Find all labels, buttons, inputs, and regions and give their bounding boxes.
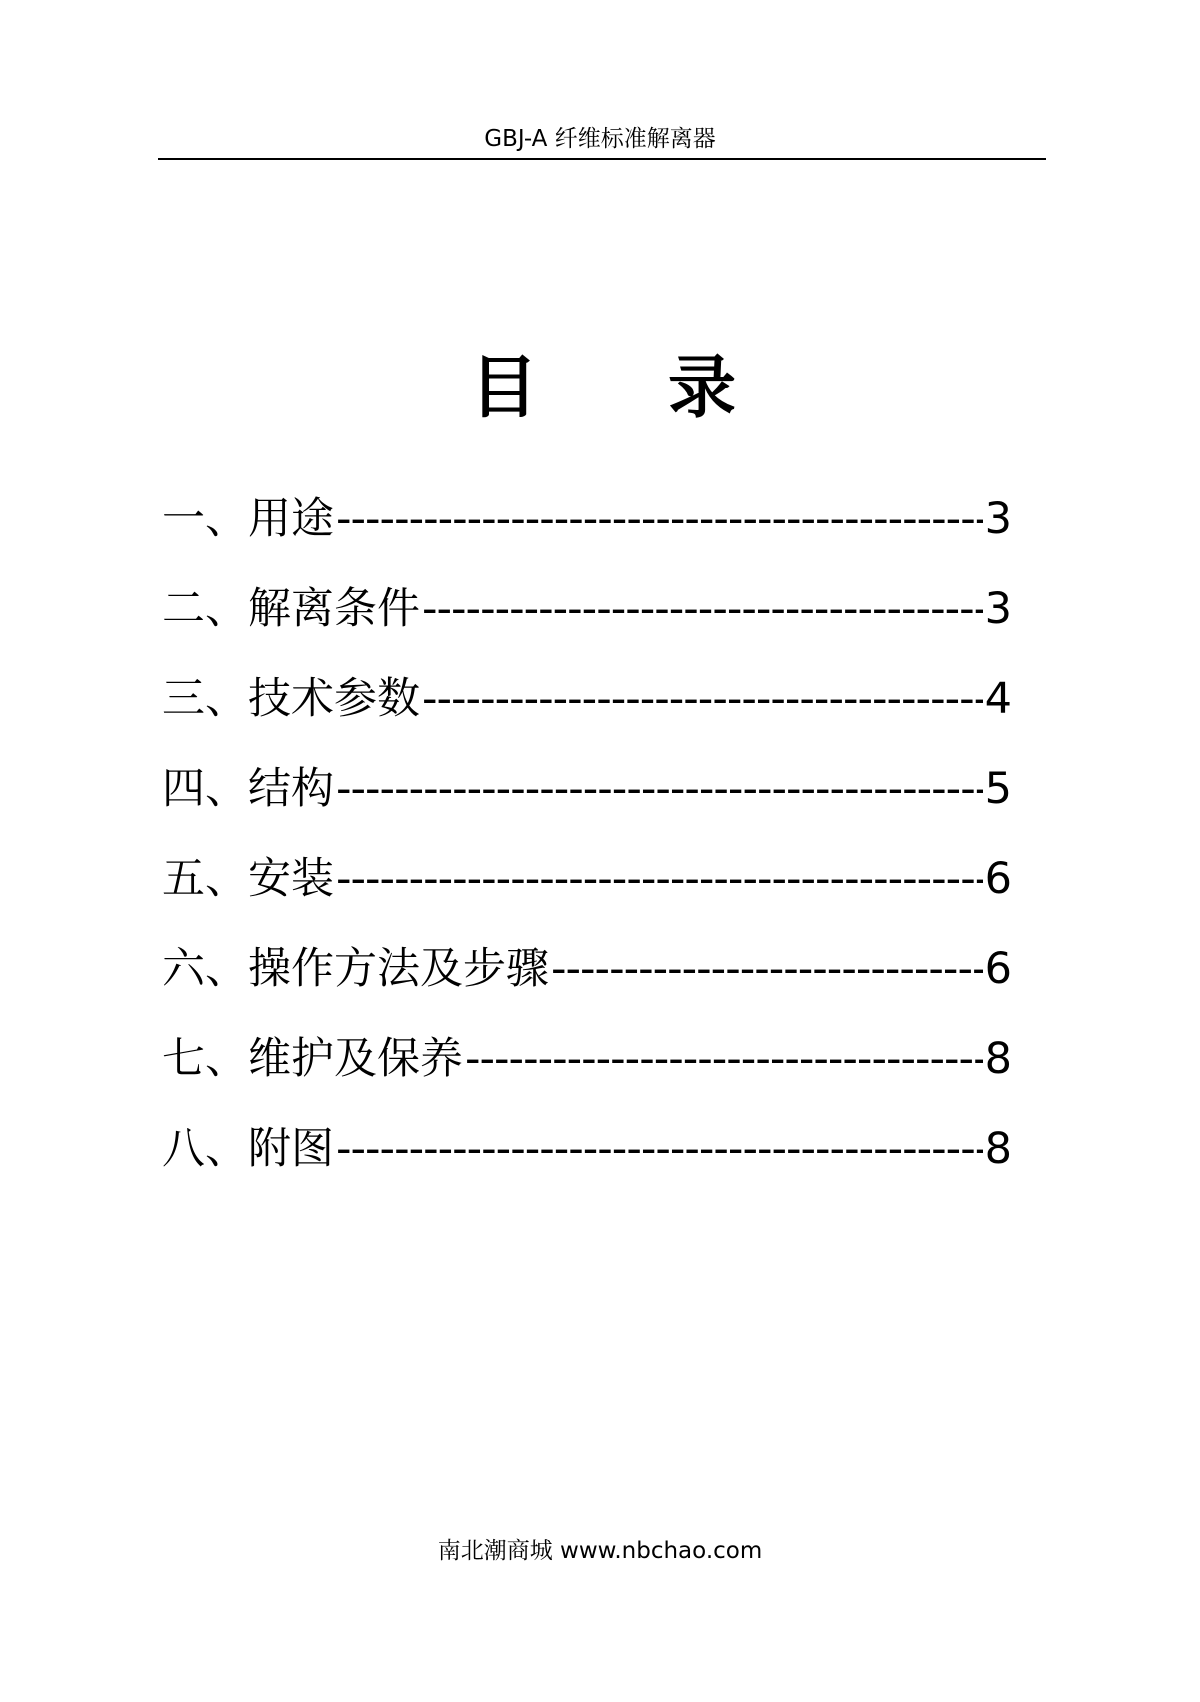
toc-entry-page: 4 [984,674,1012,724]
toc-leader [336,490,983,548]
toc-entry[interactable] [162,1120,1012,1210]
toc-entry[interactable] [162,760,1012,850]
toc-entry[interactable] [162,580,1012,670]
toc-entry-page: 8 [984,1034,1012,1084]
toc-entry[interactable] [162,1030,1012,1120]
toc-leader [336,760,983,818]
toc-entry-label: 四、结构 [162,764,334,814]
toc-title-char-2: 录 [668,348,737,428]
toc-leader [422,670,983,728]
toc-leader [422,580,983,638]
toc-entry-label: 五、安装 [162,854,334,904]
toc-leader [551,940,983,998]
toc-list [162,490,1012,1210]
header-divider [158,158,1046,160]
toc-entry-label: 八、附图 [162,1124,334,1174]
toc-entry[interactable] [162,670,1012,760]
toc-title-char-1: 目 [470,348,539,428]
toc-entry-label: 二、解离条件 [162,584,420,634]
toc-title [0,348,1200,428]
toc-entry[interactable] [162,940,1012,1030]
toc-entry-page: 8 [984,1124,1012,1174]
toc-entry-label: 一、用途 [162,494,334,544]
toc-entry-label: 三、技术参数 [162,674,420,724]
toc-entry-page: 3 [984,494,1012,544]
toc-entry-page: 6 [984,944,1012,994]
toc-leader [336,1120,983,1178]
page-footer-text: 南北潮商城 www.nbchao.com [437,1538,763,1564]
toc-entry-page: 3 [984,584,1012,634]
page-header-title: GBJ-A 纤维标准解离器 [484,126,716,152]
toc-entry-page: 5 [984,764,1012,814]
toc-entry-page: 6 [984,854,1012,904]
toc-entry[interactable] [162,850,1012,940]
toc-leader [336,850,983,908]
toc-entry[interactable] [162,490,1012,580]
toc-entry-label: 七、维护及保养 [162,1034,463,1084]
toc-entry-label: 六、操作方法及步骤 [162,944,549,994]
toc-leader [465,1030,983,1088]
